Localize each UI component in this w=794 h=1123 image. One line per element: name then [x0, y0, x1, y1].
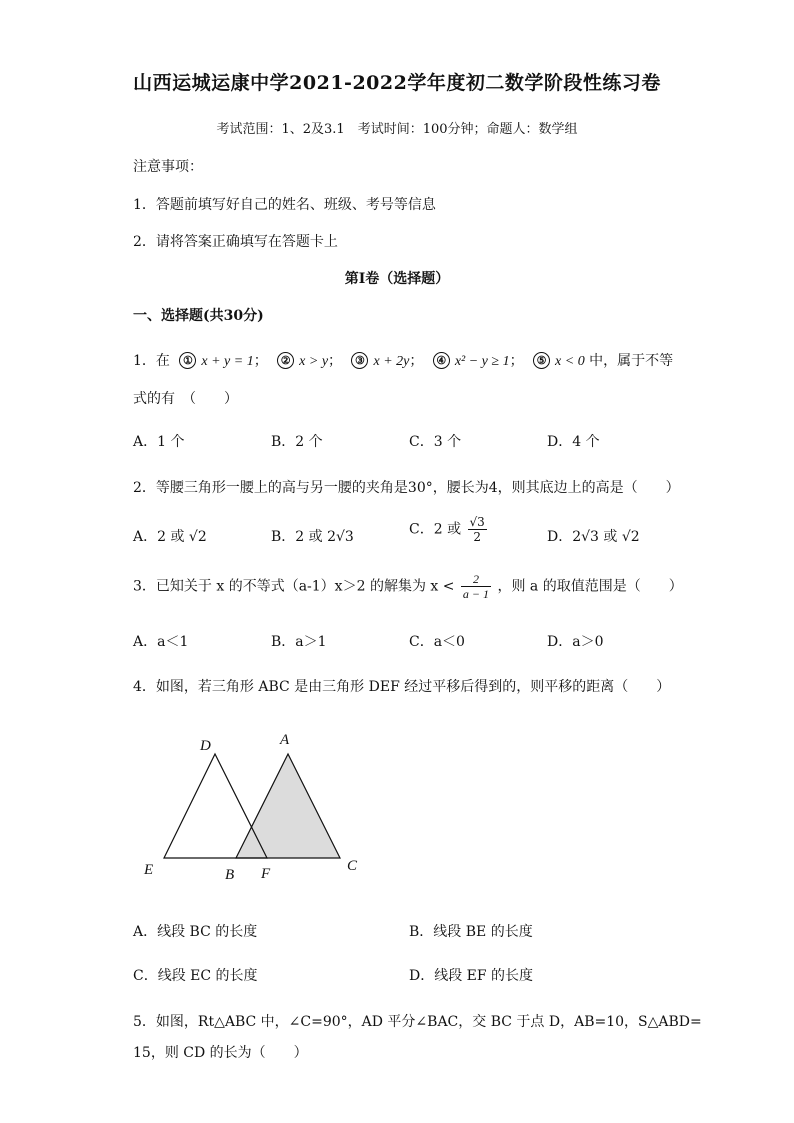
q1-sep: ；	[409, 353, 424, 369]
notice-item-2: 2．请将答案正确填写在答题卡上	[133, 234, 338, 250]
q3-option-d[interactable]: D．a＞0	[547, 634, 604, 650]
label-c: C	[347, 858, 358, 874]
q4-stem: 4．如图，若三角形 ABC 是由三角形 DEF 经过平移后得到的，则平移的距离（ ）	[133, 679, 671, 695]
q1-sep: ；	[509, 353, 524, 369]
label-e: E	[144, 862, 154, 878]
label-d: D	[200, 738, 211, 754]
q1-mark-1: ①	[179, 352, 196, 369]
q1-prefix: 1．在	[133, 353, 170, 369]
q1-option-a[interactable]: A．1 个	[133, 434, 185, 450]
q1-option-b[interactable]: B．2 个	[271, 434, 323, 450]
q2-frac-num: √3	[469, 515, 485, 529]
label-a: A	[280, 732, 290, 748]
q4-option-d[interactable]: D．线段 EF 的长度	[409, 968, 534, 984]
q3-text-a: 3．已知关于 x 的不等式（a-1）x＞2 的解集为 x <	[133, 578, 455, 595]
q3-frac-num: 2	[461, 572, 491, 587]
q5-line1: 5．如图，Rt△ABC 中，∠C=90°，AD 平分∠BAC，交 BC 于点 D，AB=10，S△ABD=	[133, 1014, 702, 1030]
q3-stem	[133, 572, 683, 601]
q1-line2: 式的有 （ ）	[133, 391, 238, 407]
q2-option-c[interactable]	[409, 515, 489, 544]
label-f: F	[261, 866, 271, 882]
q1-line1	[133, 350, 673, 370]
label-b: B	[225, 867, 235, 883]
q2-stem: 2．等腰三角形一腰上的高与另一腰的夹角是30°，腰长为4，则其底边上的高是（ ）	[133, 480, 680, 496]
q1-mark-2: ②	[277, 352, 294, 369]
q2-option-c-label: C．2 或	[409, 521, 462, 538]
q1-mark-3: ③	[351, 352, 368, 369]
q1-mark-4: ④	[433, 352, 450, 369]
q3-fraction	[461, 572, 491, 601]
volume-title: 第Ⅰ卷（选择题）	[344, 271, 450, 287]
q3-option-b[interactable]: B．a＞1	[271, 634, 327, 650]
q4-option-a[interactable]: A．线段 BC 的长度	[133, 924, 258, 940]
q1-expr-2: x > y	[299, 354, 329, 369]
q1-expr-1: x + y = 1	[201, 354, 254, 369]
exam-meta: 考试范围：1、2及3.1 考试时间：100分钟；命题人：数学组	[216, 122, 578, 137]
q1-mark-5: ⑤	[533, 352, 550, 369]
q3-frac-den: a − 1	[462, 587, 490, 601]
q3-text-b: ，则 a 的取值范围是（ ）	[497, 578, 683, 595]
notice-heading: 注意事项：	[133, 159, 203, 175]
q2-option-c-fraction	[468, 515, 487, 544]
triangle-abc	[236, 754, 340, 858]
q2-option-d[interactable]: D．2√3 或 √2	[547, 529, 640, 545]
notice-item-1: 1．答题前填写好自己的姓名、班级、考号等信息	[133, 197, 436, 213]
q1-sep: ；	[328, 353, 343, 369]
q2-frac-den: 2	[473, 530, 481, 544]
q1-expr-4: x² − y ≥ 1	[454, 354, 510, 369]
q5-line2: 15，则 CD 的长为（ ）	[133, 1045, 308, 1061]
q3-option-c[interactable]: C．a＜0	[409, 634, 465, 650]
q3-option-a[interactable]: A．a＜1	[133, 634, 189, 650]
q2-option-a[interactable]: A．2 或 √2	[133, 529, 207, 545]
q2-option-b[interactable]: B．2 或 2√3	[271, 529, 354, 545]
q1-tail: 中，属于不等	[584, 353, 674, 369]
q1-option-c[interactable]: C．3 个	[409, 434, 462, 450]
exam-title: 山西运城运康中学2021-2022学年度初二数学阶段性练习卷	[133, 72, 661, 94]
q4-figure	[130, 720, 380, 890]
section-title: 一、选择题(共30分)	[133, 308, 264, 324]
q1-expr-3: x + 2y	[373, 354, 410, 369]
q4-option-c[interactable]: C．线段 EC 的长度	[133, 968, 258, 984]
q4-option-b[interactable]: B．线段 BE 的长度	[409, 924, 533, 940]
q1-expr-5: x < 0	[555, 354, 585, 369]
q1-sep: ；	[253, 353, 268, 369]
q1-option-d[interactable]: D．4 个	[547, 434, 600, 450]
